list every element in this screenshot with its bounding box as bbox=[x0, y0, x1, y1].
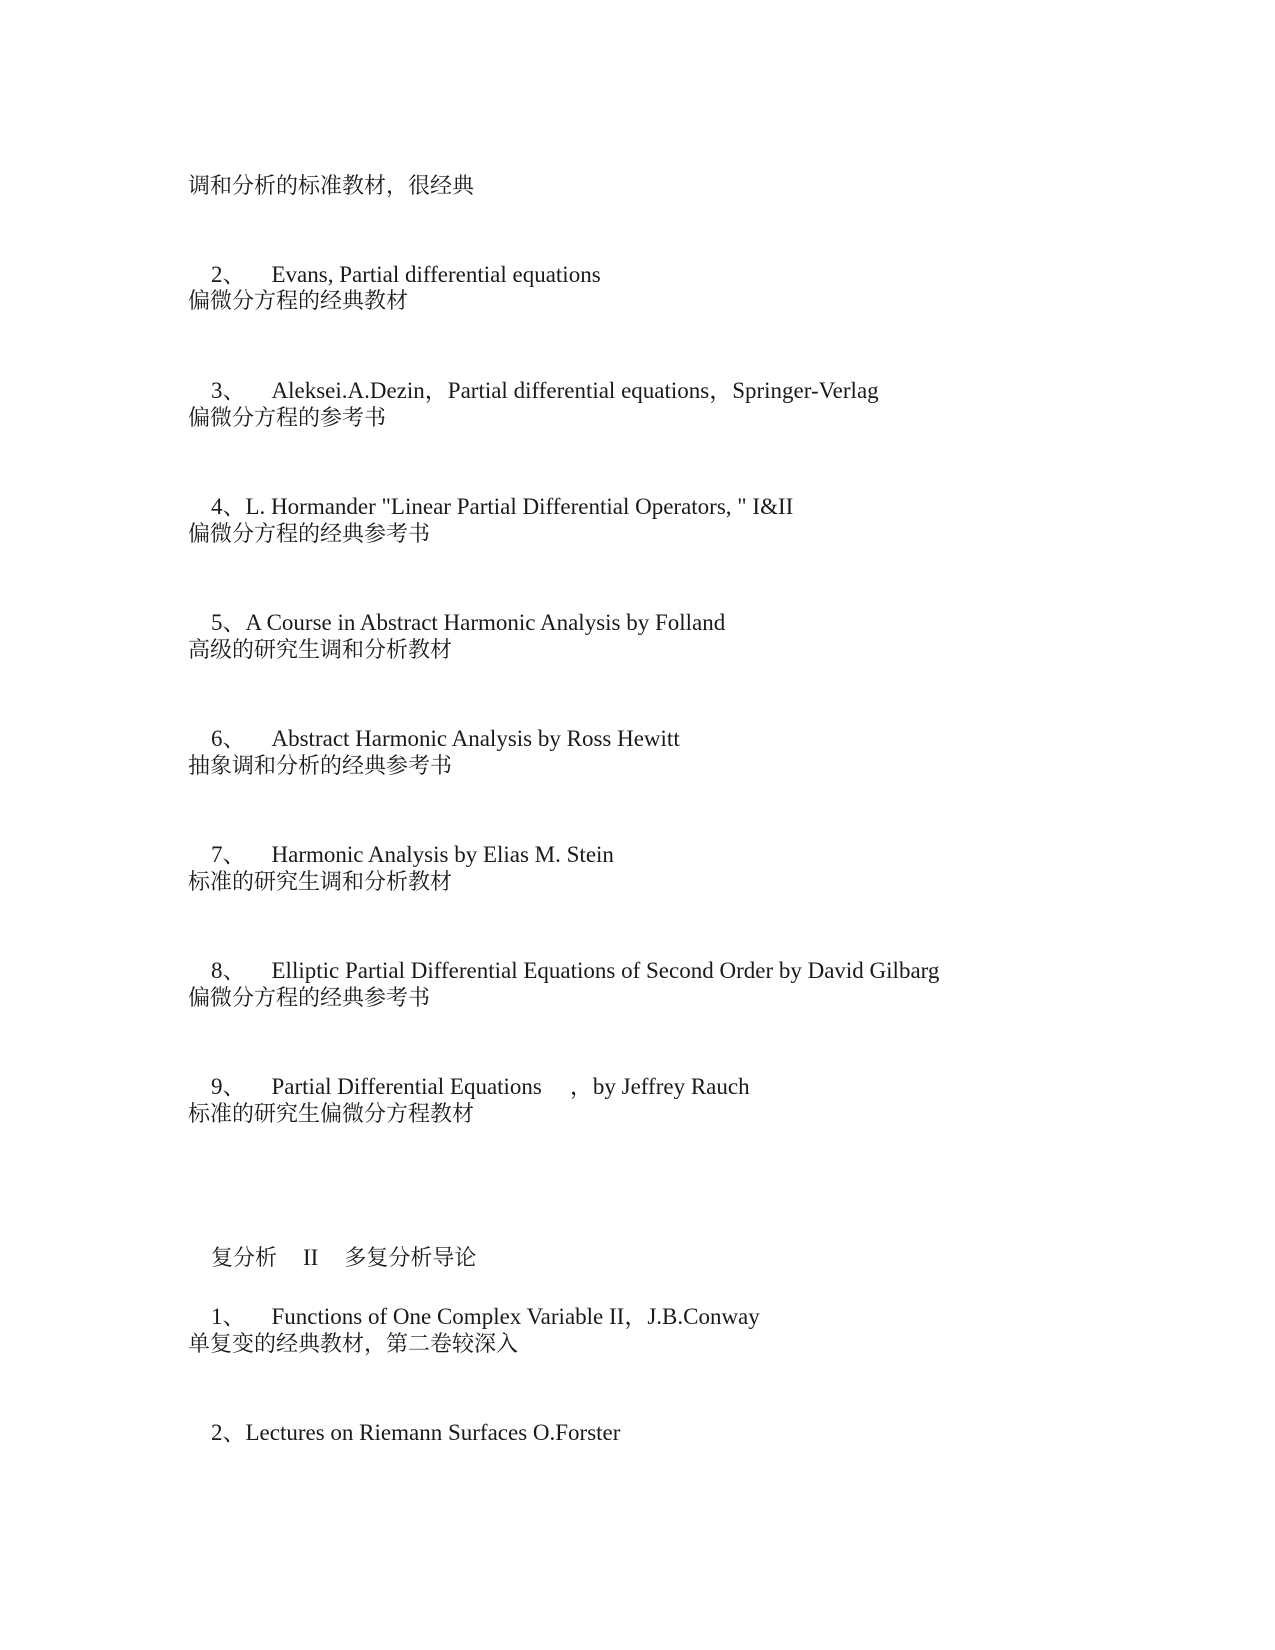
item-number: 2、 bbox=[211, 262, 246, 287]
item-number: 8、 bbox=[211, 958, 246, 983]
description-line: 高级的研究生调和分析教材 bbox=[188, 638, 453, 663]
heading-part: 多复分析导论 bbox=[344, 1246, 477, 1271]
item-title: Evans, Partial differential equations bbox=[271, 262, 601, 287]
item-number: 7、 bbox=[211, 842, 246, 867]
item-number: 3、 bbox=[211, 378, 246, 403]
description-line: 单复变的经典教材，第二卷较深入 bbox=[188, 1332, 519, 1357]
heading-part: 复分析 bbox=[211, 1246, 278, 1271]
item-number: 1、 bbox=[211, 1304, 246, 1329]
item-title: Partial Differential Equations bbox=[271, 1074, 542, 1099]
description-line: 偏微分方程的经典参考书 bbox=[188, 522, 431, 547]
item-title: Aleksei.A.Dezin，Partial differential equations，Springer-Verlag bbox=[271, 378, 879, 403]
description-line: 调和分析的标准教材，很经典 bbox=[188, 174, 475, 199]
description-line: 抽象调和分析的经典参考书 bbox=[188, 754, 453, 779]
reference-item bbox=[188, 1388, 620, 1478]
item-number: 5、 bbox=[211, 610, 246, 635]
description-line: 标准的研究生调和分析教材 bbox=[188, 870, 453, 895]
item-title: L. Hormander "Linear Partial Differential Operators, " I&II bbox=[245, 494, 794, 519]
description-line: 偏微分方程的参考书 bbox=[188, 406, 387, 431]
description-line: 偏微分方程的经典教材 bbox=[188, 289, 409, 314]
item-title: Abstract Harmonic Analysis by Ross Hewitt bbox=[271, 726, 680, 751]
item-title: Harmonic Analysis by Elias M. Stein bbox=[271, 842, 614, 867]
item-number: 9、 bbox=[211, 1074, 246, 1099]
description-line: 标准的研究生偏微分方程教材 bbox=[188, 1102, 475, 1127]
item-number: 2、 bbox=[211, 1420, 246, 1445]
item-number: 4、 bbox=[211, 494, 246, 519]
item-title: A Course in Abstract Harmonic Analysis by Folland bbox=[245, 610, 726, 635]
item-title: Lectures on Riemann Surfaces O.Forster bbox=[245, 1420, 621, 1445]
item-title: Functions of One Complex Variable II，J.B.Conway bbox=[271, 1304, 760, 1329]
heading-part: II bbox=[303, 1245, 319, 1270]
item-number: 6、 bbox=[211, 726, 246, 751]
description-line: 偏微分方程的经典参考书 bbox=[188, 986, 431, 1011]
item-title: Elliptic Partial Differential Equations of Second Order by David Gilbarg bbox=[271, 958, 940, 983]
item-author: ，by Jeffrey Rauch bbox=[569, 1074, 750, 1099]
